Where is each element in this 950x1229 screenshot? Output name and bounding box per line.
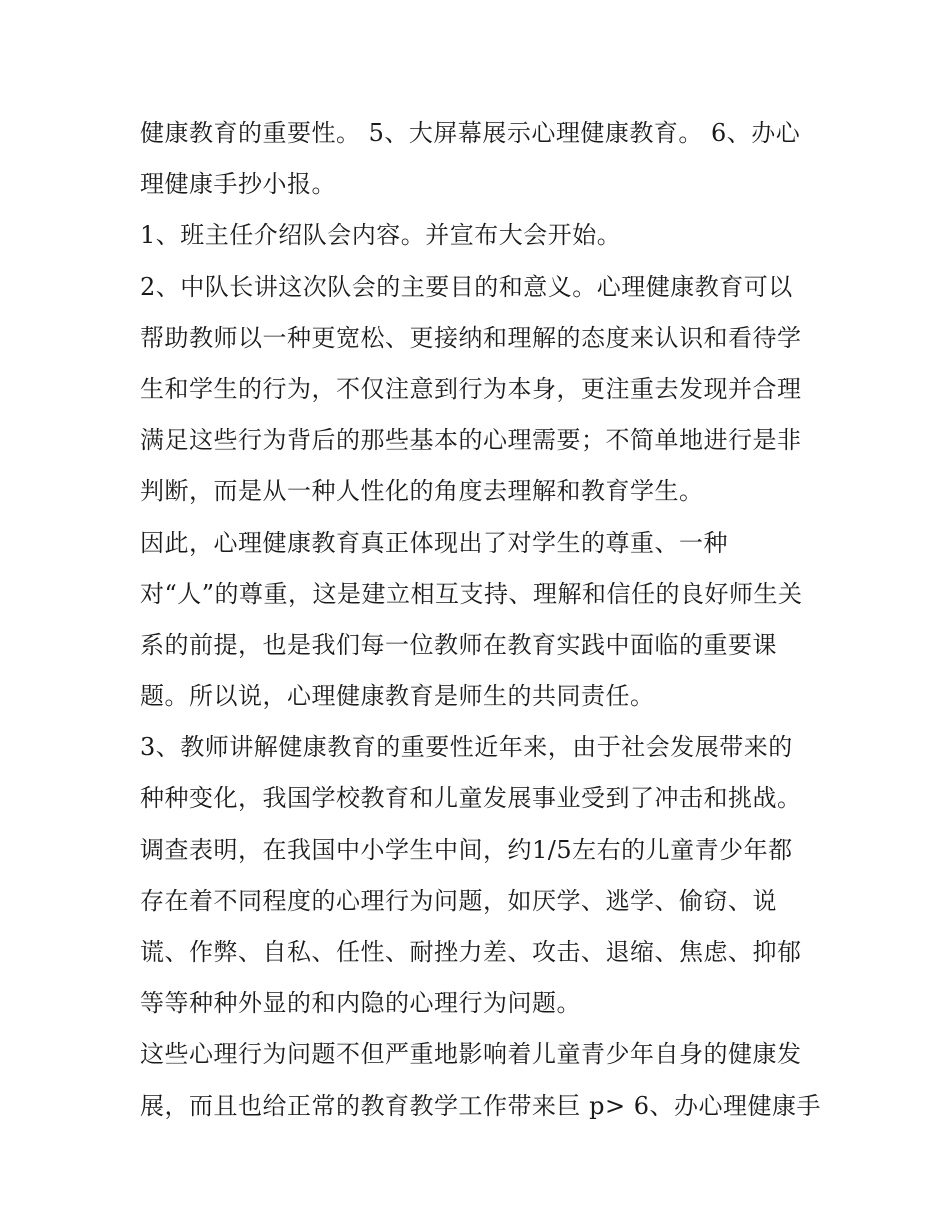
text-line: 对“人”的尊重，这是建立相互支持、理解和信任的良好师生关: [140, 579, 803, 608]
text-line: 帮助教师以一种更宽松、更接纳和理解的态度来认识和看待学: [140, 323, 802, 352]
text-line: 判断，而是从一种人性化的角度去理解和教育学生。: [140, 477, 704, 506]
text-line: 调查表明，在我国中小学生中间，约1/5左右的儿童青少年都: [140, 835, 793, 864]
text-line: 2、中队长讲这次队会的主要目的和意义。心理健康教育可以: [140, 272, 793, 301]
text-line: 等等种种外显的和内隐的心理行为问题。: [140, 989, 581, 1018]
text-line: 展，而且也给正常的教育教学工作带来巨 p> 6、办心理健康手: [140, 1091, 821, 1120]
text-line: 种种变化，我国学校教育和儿童发展事业受到了冲击和挑战。: [140, 784, 802, 813]
text-line: 生和学生的行为，不仅注意到行为本身，更注重去发现并合理: [140, 374, 802, 403]
text-line: 系的前提，也是我们每一位教师在教育实践中面临的重要课: [140, 630, 777, 659]
text-line: 谎、作弊、自私、任性、耐挫力差、攻击、退缩、焦虑、抑郁: [140, 938, 802, 966]
text-line: 1、班主任介绍队会内容。并宣布大会开始。: [140, 221, 622, 250]
text-line: 存在着不同程度的心理行为问题，如厌学、逃学、偷窃、说: [140, 886, 777, 915]
text-line: 3、教师讲解健康教育的重要性近年来，由于社会发展带来的: [140, 733, 793, 762]
text-line: 这些心理行为问题不但严重地影响着儿童青少年自身的健康发: [140, 1040, 802, 1069]
body-text: [140, 108, 830, 1132]
text-line: 健康教育的重要性。 5、大屏幕展示心理健康教育。 6、办心: [140, 119, 801, 147]
text-line: 因此，心理健康教育真正体现出了对学生的尊重、一种: [140, 528, 728, 557]
text-line: 满足这些行为背后的那些基本的心理需要；不简单地进行是非: [140, 426, 802, 455]
text-line: 理健康手抄小报。: [140, 170, 336, 199]
text-line: 题。所以说，心理健康教育是师生的共同责任。: [140, 682, 655, 711]
